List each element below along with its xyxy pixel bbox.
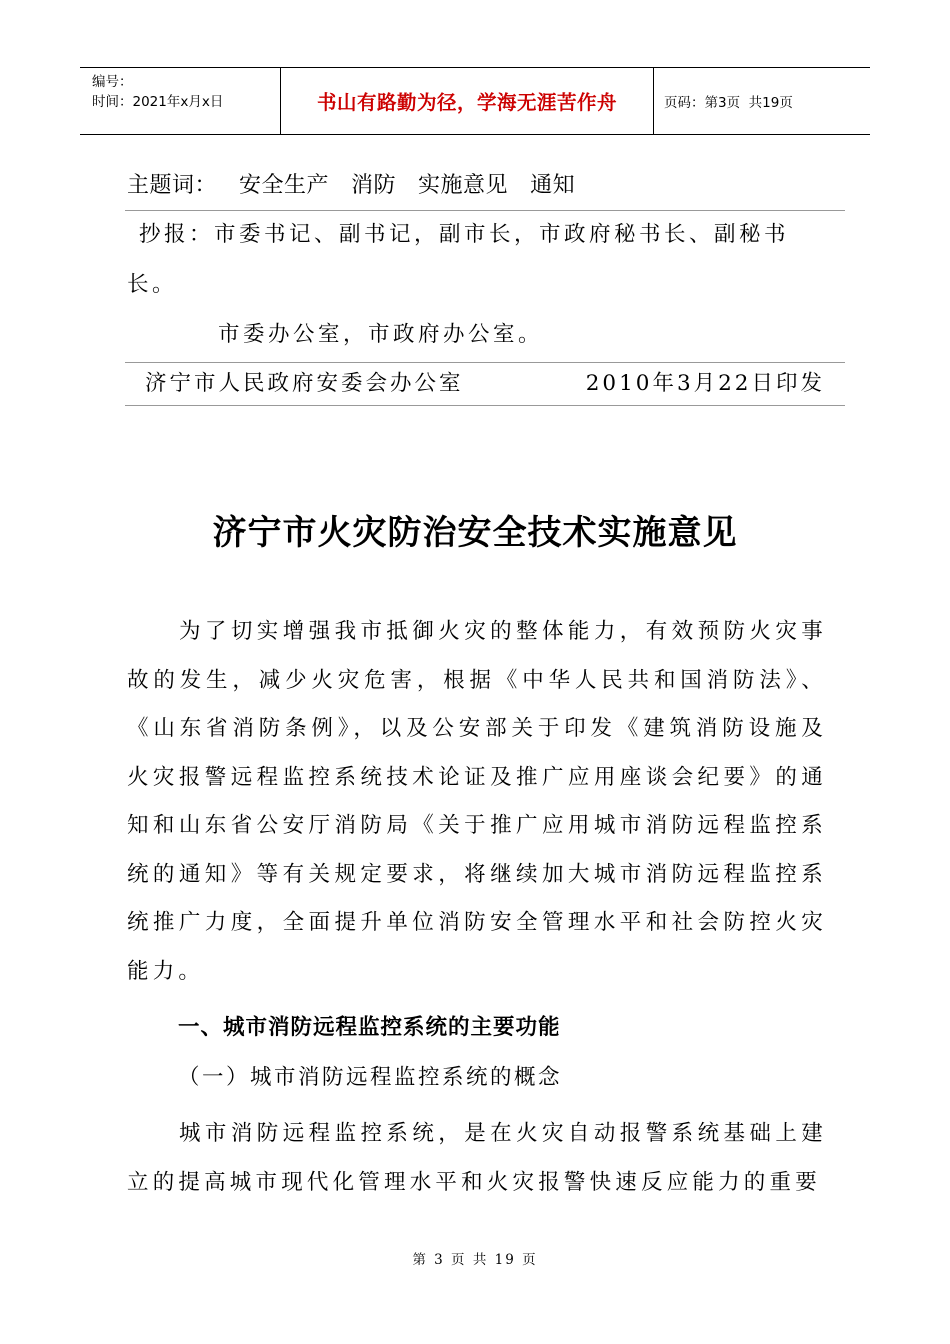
distribution-line-2: 市委办公室，市政府办公室。 — [218, 322, 544, 347]
subsection-body — [127, 1110, 827, 1207]
divider — [125, 362, 845, 363]
divider — [125, 405, 845, 406]
document-header — [80, 67, 870, 135]
header-motto — [281, 68, 654, 134]
subject-keyword: 安全生产 — [239, 173, 330, 198]
subsection-paragraph: 城市消防远程监控系统，是在火灾自动报警系统基础上建立的提高城市现代化管理水平和火灾报警快速反应能力的重要 — [127, 1121, 827, 1195]
subject-keywords — [127, 168, 575, 199]
issuer-line — [145, 366, 825, 402]
time-label: 时间：2021年x月x日 — [92, 94, 224, 110]
header-page-info — [654, 68, 870, 134]
subject-keyword: 通知 — [530, 173, 576, 198]
intro-paragraph: 为了切实增强我市抵御火灾的整体能力，有效预防火灾事故的发生，减少火灾危害，根据《中华人民共和国消防法》、《山东省消防条例》，以及公安部关于印发《建筑消防设施及火灾报警远程监控系统技术论证及推广应用座谈会纪要》的通知和山东省公安厅消防局《关于推广应用城市消防远程监控系统的通知》等有关规定要求，将继续加大城市消防远程监控系统推广力度，全面提升单位消防安全管理水平和社会防控火灾能力。 — [127, 619, 827, 984]
subject-label: 主题词： — [127, 173, 218, 198]
distribution-line-1: 抄报：市委书记、副书记，副市长，市政府秘书长、副秘书长。 — [127, 222, 790, 297]
subject-keyword: 实施意见 — [418, 173, 509, 198]
intro-section — [127, 608, 827, 996]
number-label: 编号： — [92, 74, 133, 90]
header-meta — [80, 68, 281, 134]
subsection-heading: （一）城市消防远程监控系统的概念 — [178, 1065, 563, 1090]
issuer-office: 济宁市人民政府安委会办公室 — [145, 371, 464, 396]
issue-date: 2010年3月22日印发 — [585, 371, 825, 396]
page-info-text: 页码：第3页 共19页 — [664, 95, 793, 111]
section-heading: 一、城市消防远程监控系统的主要功能 — [178, 1015, 561, 1040]
page-footer: 第 3 页 共 19 页 — [412, 1252, 538, 1268]
subject-keyword: 消防 — [351, 173, 397, 198]
document-title: 济宁市火灾防治安全技术实施意见 — [212, 513, 738, 553]
motto-text: 书山有路勤为径，学海无涯苦作舟 — [316, 91, 617, 114]
